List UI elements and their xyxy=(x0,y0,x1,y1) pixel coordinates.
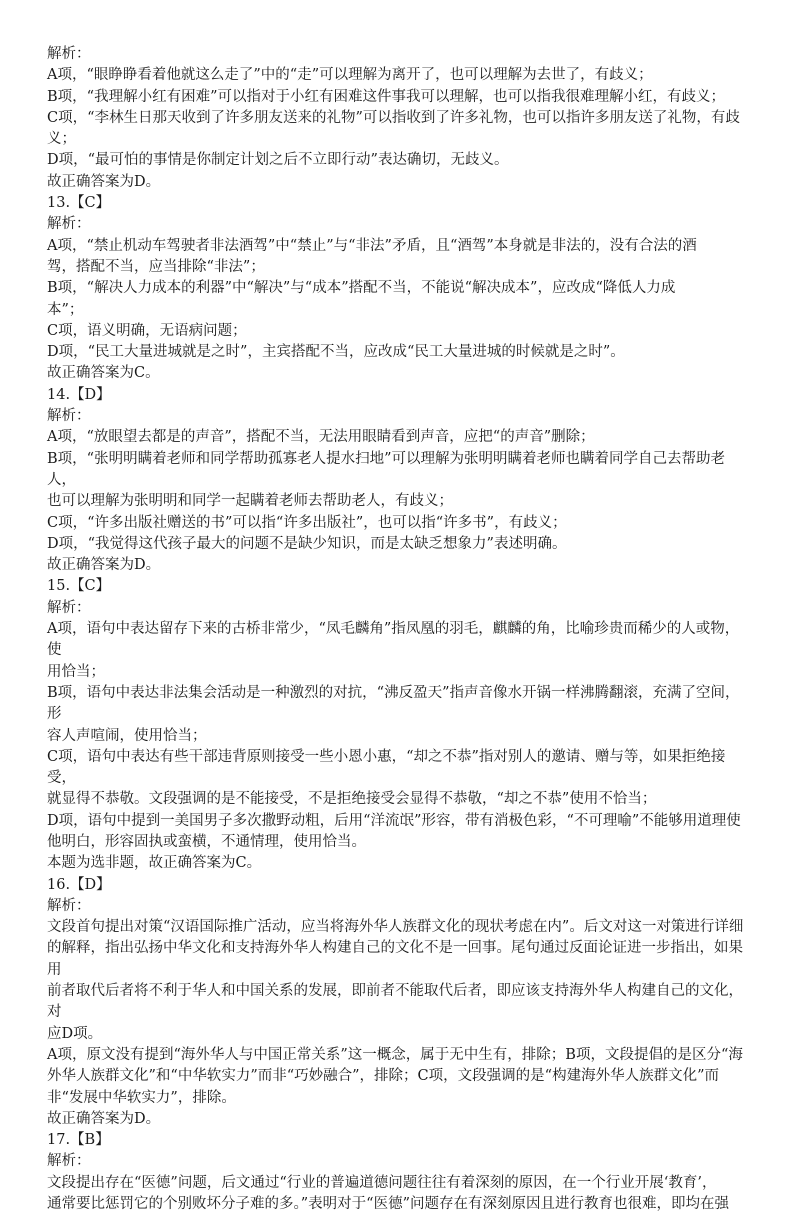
text-line: C项，“李林生日那天收到了许多朋友送来的礼物”可以指收到了许多礼物，也可以指许多朋友送了礼物，有歧 xyxy=(47,109,740,126)
text-line: 通常要比惩罚它的个别败坏分子难的多。”表明对于“医德”问题存在有深刻原因且进行教育也很难，即均在强 xyxy=(47,1196,729,1213)
text-line: 义； xyxy=(47,131,76,148)
text-line: 解析： xyxy=(47,46,91,62)
text-line: B项，语句中表达非法集会活动是一种激烈的对抗，“沸反盈天”指声音像水开锅一样沸腾翻滚，充满了空间，形 xyxy=(47,684,740,723)
text-line: D项，“我觉得这代孩子最大的问题不是缺少知识，而是太缺乏想象力”表述明确。 xyxy=(47,535,567,552)
text-line: 故正确答案为D。 xyxy=(47,1110,161,1127)
text-line: A项，“禁止机动车驾驶者非法酒驾”中“禁止”与“非法”矛盾，且“酒驾”本身就是非法的，没有合法的酒 xyxy=(47,237,697,254)
text-line: 驾，搭配不当，应当排除“非法”； xyxy=(47,258,265,275)
text-line: 15.【C】 xyxy=(47,578,111,595)
text-line: A项，“眼睁睁看着他就这么走了”中的“走”可以理解为离开了，也可以理解为去世了，有歧义； xyxy=(47,67,653,84)
text-line: 应D项。 xyxy=(47,1025,103,1042)
text-line: 非“发展中华软实力”，排除。 xyxy=(47,1089,236,1106)
text-line: C项，“许多出版社赠送的书”可以指“许多出版社”，也可以指“许多书”，有歧义； xyxy=(47,514,567,531)
text-line: 用恰当； xyxy=(47,663,105,680)
text-line: 文段首句提出对策“汉语国际推广活动，应当将海外华人族群文化的现状考虑在内”。后文对这一对策进行详细 xyxy=(47,919,744,936)
text-line: 故正确答案为C。 xyxy=(47,365,160,382)
text-line: B项，“我理解小红有困难”可以指对于小红有困难这件事我可以理解，也可以指我很难理解小红，有歧义； xyxy=(47,88,725,105)
text-line: 的解释，指出弘扬中华文化和支持海外华人构建自己的文化不是一回事。尾句通过反面论证进一步指出，如果用 xyxy=(47,940,743,978)
text-line: A项，语句中表达留存下来的古桥非常少，“凤毛麟角”指凤凰的羽毛，麒麟的角，比喻珍贵而稀少的人或物，使 xyxy=(47,621,740,659)
text-line: A项，原文没有提到“海外华人与中国正常关系”这一概念，属于无中生有，排除；B项，文段提倡的是区分“海 xyxy=(47,1046,743,1063)
text-line: 本”； xyxy=(47,301,84,318)
text-line: 故正确答案为D。 xyxy=(47,557,161,574)
text-line: 解析： xyxy=(47,408,91,425)
text-line: 解析： xyxy=(47,897,91,914)
text-line: D项，“最可怕的事情是你制定计划之后不立即行动”表达确切，无歧义。 xyxy=(47,152,509,169)
text-line: 14.【D】 xyxy=(47,386,111,403)
text-line: D项，语句中提到一美国男子多次撒野动粗，后用“洋流氓”形容，带有消极色彩，“不可理喻”不能够用道理使 xyxy=(47,812,741,829)
text-line: 解析： xyxy=(47,216,91,233)
text-line: 故正确答案为D。 xyxy=(47,173,161,190)
text-line: 就显得不恭敬。文段强调的是不能接受，不是拒绝接受会显得不恭敬，“却之不恭”使用不恰当； xyxy=(47,791,657,808)
text-line: 本题为选非题，故正确答案为C。 xyxy=(47,855,262,872)
text-line: 解析： xyxy=(47,1153,91,1170)
text-line: D项，“民工大量进城就是之时”，主宾搭配不当，应改成“民工大量进城的时候就是之时”。 xyxy=(47,344,625,361)
text-line: 文段提出存在“医德”问题，后文通过“行业的普遍道德问题往往有着深刻的原因，在一个行业开展‘教育’， xyxy=(47,1174,717,1191)
text-line: 13.【C】 xyxy=(47,195,111,212)
text-line: B项，“张明明瞒着老师和同学帮助孤寡老人提水扫地”可以理解为张明明瞒着老师也瞒着同学自己去帮助老人， xyxy=(47,450,725,488)
text-line: 外华人族群文化”和“中华软实力”而非“巧妙融合”，排除；C项，文段强调的是“构建海外华人族群文化”而 xyxy=(47,1068,719,1085)
text-line: C项，语义明确，无语病问题； xyxy=(47,322,247,339)
text-line: 容人声喧闹，使用恰当； xyxy=(47,727,207,744)
text-line: C项，语句中表达有些干部违背原则接受一些小恩小惠，“却之不恭”指对别人的邀请、赠与等，如果拒绝接受， xyxy=(47,748,726,787)
text-line: 他明白，形容固执或蛮横，不通情理，使用恰当。 xyxy=(47,833,366,850)
text-line: 也可以理解为张明明和同学一起瞒着老师去帮助老人，有歧义； xyxy=(47,493,453,510)
text-line: 解析： xyxy=(47,599,91,616)
text-line: 16.【D】 xyxy=(47,876,111,893)
text-line: A项，“放眼望去都是的声音”，搭配不当，无法用眼睛看到声音，应把“的声音”删除； xyxy=(47,429,595,446)
text-line: 17.【B】 xyxy=(47,1132,110,1149)
text-line: B项，“解决人力成本的利器”中“解决”与“成本”搭配不当，不能说“解决成本”，应改成“降低人力成 xyxy=(47,280,676,297)
text-line: 前者取代后者将不利于华人和中国关系的发展，即前者不能取代后者，即应该支持海外华人构建自己的文化，对 xyxy=(47,983,743,1021)
